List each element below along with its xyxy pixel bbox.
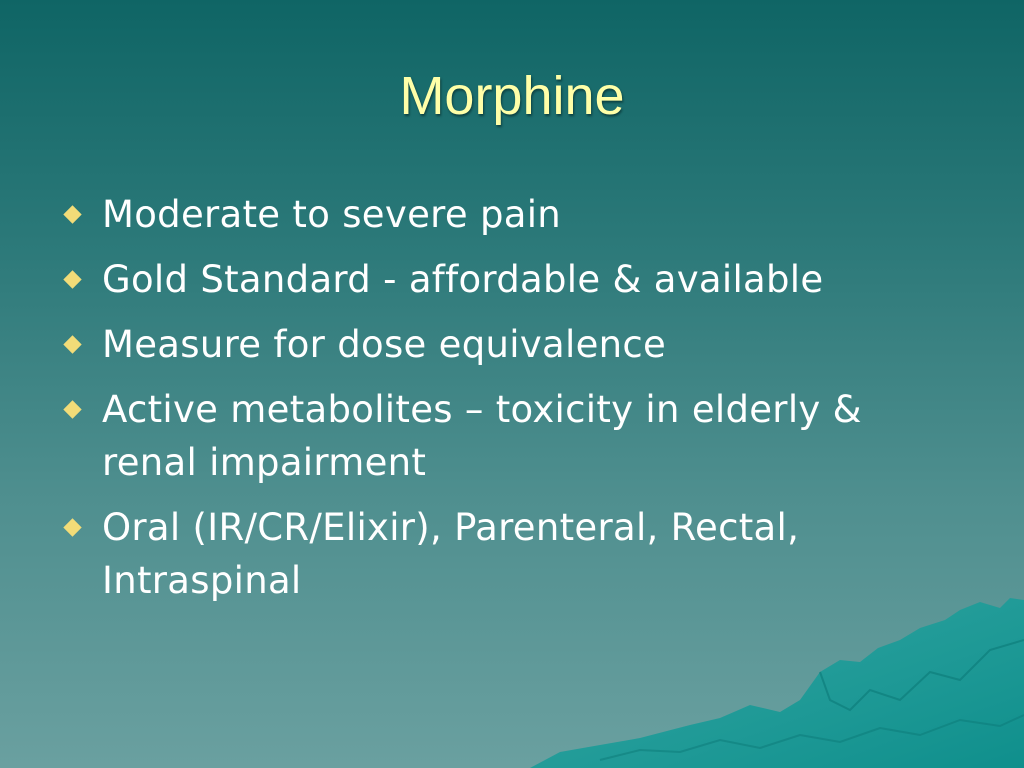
bullet-item bbox=[62, 501, 962, 607]
bullet-item bbox=[62, 253, 962, 306]
diamond-bullet-icon bbox=[63, 205, 81, 223]
bullet-text: Active metabolites – toxicity in elderly & renal impairment bbox=[102, 388, 862, 484]
diamond-bullet-icon bbox=[63, 518, 81, 536]
bullet-list bbox=[62, 188, 962, 619]
bullet-text: Measure for dose equivalence bbox=[102, 323, 667, 366]
bullet-text: Gold Standard - affordable & available bbox=[102, 258, 824, 301]
bullet-item bbox=[62, 383, 962, 489]
slide-title: Morphine bbox=[399, 66, 625, 126]
diamond-bullet-icon bbox=[63, 270, 81, 288]
diamond-bullet-icon bbox=[63, 335, 81, 353]
bullet-text: Oral (IR/CR/Elixir), Parenteral, Rectal, Intraspinal bbox=[102, 506, 800, 602]
bullet-text: Moderate to severe pain bbox=[102, 193, 562, 236]
bullet-item bbox=[62, 188, 962, 241]
bullet-item bbox=[62, 318, 962, 371]
diamond-bullet-icon bbox=[63, 400, 81, 418]
